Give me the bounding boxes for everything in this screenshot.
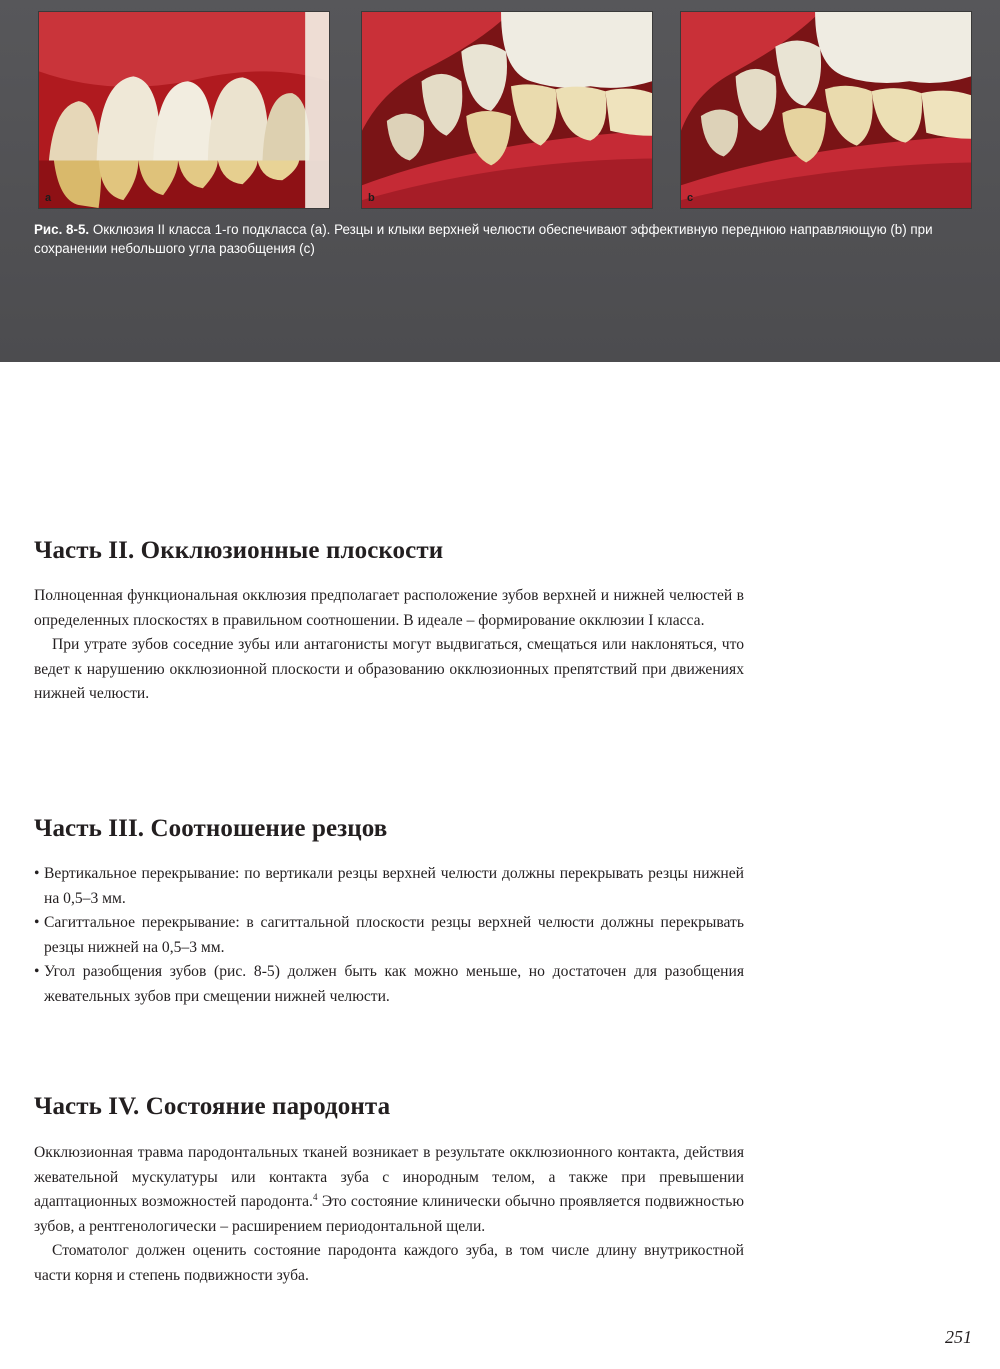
section-2-paragraph-1: Полноценная функциональная окклюзия предполагает расположение зубов верхней и нижней челюстей в определенных плоскостях в правильном соотношении. В идеале – формирование окклюзии I класса. (34, 587, 744, 629)
section-3-bullet-1: • Вертикальное перекрывание: по вертикали резцы верхней челюсти должны перекрывать резцы нижней на 0,5–3 мм. (34, 862, 744, 911)
section-2-paragraph-2: При утрате зубов соседние зубы или антагонисты могут выдвигаться, смещаться или наклоняться, что ведет к нарушению окклюзионной плоскости и образованию окклюзионных препятствий при движениях нижней челюсти. (34, 636, 744, 702)
figure-caption (34, 220, 978, 258)
section-4-body (34, 1141, 744, 1288)
section-2-title: Часть II. Окклюзионные плоскости (34, 537, 444, 564)
section-4-paragraph-1-part-2: Это состояние клинически обычно проявляется подвижностью зубов, а рентгенологически – расширением периодонтальной щели. (34, 1193, 744, 1235)
section-3-bullet-3: • Угол разобщения зубов (рис. 8-5) должен быть как можно меньше, но достаточен для разобщения жевательных зубов при смещении нижней челюсти. (34, 960, 744, 1009)
section-2-body (34, 584, 744, 707)
photo-c (680, 11, 972, 209)
figure-band (0, 0, 1000, 362)
section-3-title: Часть III. Соотношение резцов (34, 815, 388, 842)
figure-caption-text: Окклюзия II класса 1-го подкласса (a). Резцы и клыки верхней челюсти обеспечивают эффективную переднюю направляющую (b) при сохранении небольшого угла разобщения (c) (34, 222, 933, 256)
teeth-photo-a-image (39, 12, 329, 208)
section-3-bullet-list (34, 862, 744, 1009)
figure-caption-label: Рис. 8-5. (34, 222, 90, 237)
photo-a (38, 11, 330, 209)
teeth-photo-c-image (681, 12, 971, 208)
photo-b (361, 11, 653, 209)
section-4-title: Часть IV. Состояние пародонта (34, 1093, 391, 1120)
photo-letter-c: c (687, 192, 694, 204)
teeth-photo-b-image (362, 12, 652, 208)
section-4-paragraph-1-part-1: Окклюзионная травма пародонтальных тканей возникает в результате окклюзионного контакта, действия жевательной мускулатуры или контакта зуба с инородным телом, а также при превышении адаптационных возможностей пародонта. (34, 1144, 744, 1210)
photo-letter-b: b (368, 192, 375, 204)
photo-letter-a: a (45, 192, 52, 204)
reference-superscript: 4 (312, 1191, 318, 1202)
section-4-paragraph-2: Стоматолог должен оценить состояние пародонта каждого зуба, в том числе длину внутрикостной части корня и степень подвижности зуба. (34, 1242, 744, 1284)
section-4-paragraph-1 (34, 1141, 744, 1239)
section-3-bullet-2: • Сагиттальное перекрывание: в сагиттальной плоскости резцы верхней челюсти должны перекрывать резцы нижней на 0,5–3 мм. (34, 911, 744, 960)
page-number: 251 (945, 1327, 972, 1347)
